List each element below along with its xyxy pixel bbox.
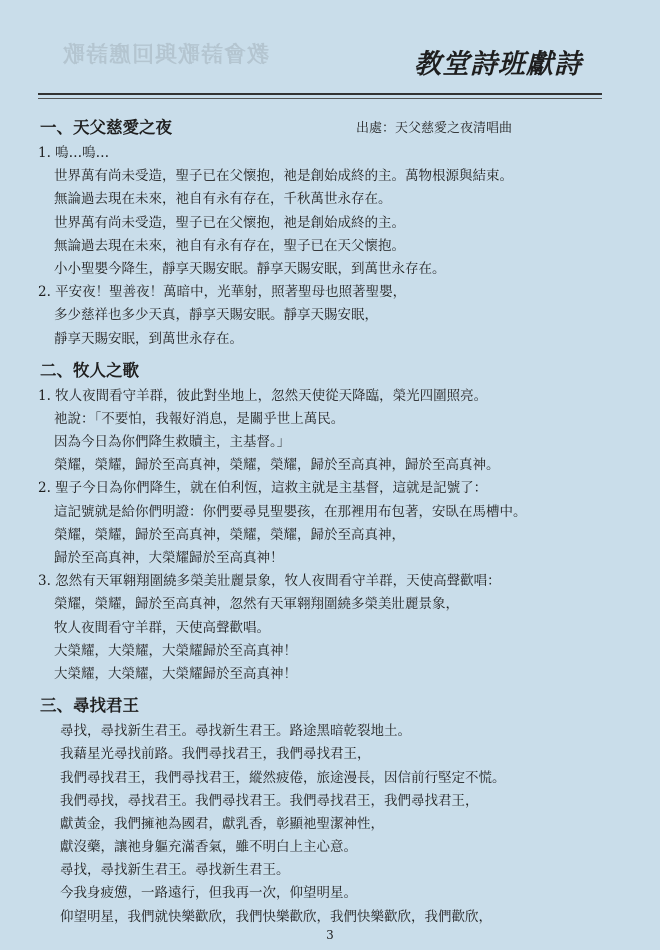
- lyric-line: 這記號就是給你們明證：你們要尋見聖嬰孩，在那裡用布包著，安臥在馬槽中。: [54, 503, 527, 520]
- lyric-line: 1. 嗚…嗚…: [38, 145, 110, 161]
- lyric-line: 今我身疲憊，一路遠行，但我再一次，仰望明星。: [60, 885, 357, 902]
- section-1: [0, 108, 660, 351]
- section-2: [0, 351, 660, 686]
- lyric-line: 榮耀，榮耀，歸於至高真神，忽然有天軍翱翔圍繞多榮美壯麗景象，: [54, 596, 459, 613]
- lyrics: [0, 720, 660, 929]
- lyric-line: 無論過去現在未來，祂自有永有存在，千秋萬世永存在。: [54, 191, 392, 208]
- lyric-line: 仰望明星，我們就快樂歡欣，我們快樂歡欣，我們快樂歡欣，我們歡欣，: [60, 908, 492, 925]
- page-number: 3: [326, 928, 334, 942]
- lyric-line: 我們尋找君王，我們尋找君王，縱然疲倦，旅途漫長，因信前行堅定不慌。: [60, 769, 506, 786]
- lyric-line: 歸於至高真神，大榮耀歸於至高真神！: [54, 550, 284, 566]
- lyric-line: 3. 忽然有天軍翱翔圍繞多榮美壯麗景象，牧人夜間看守羊群，天使高聲歡唱：: [38, 573, 501, 590]
- lyric-line: 1. 牧人夜間看守羊群，彼此對坐地上，忽然天使從天降臨，榮光四圍照亮。: [38, 387, 488, 404]
- lyric-line: 大榮耀，大榮耀，大榮耀歸於至高真神！: [54, 642, 297, 659]
- bleed-through-text: 教會詩歌與回應詩歌: [62, 42, 270, 68]
- lyric-line: 世界萬有尚未受造，聖子已在父懷抱，祂是創始成終的主。萬物根源與結束。: [54, 168, 513, 185]
- section-header: [0, 108, 660, 142]
- section-heading: 二、牧人之歌: [40, 360, 139, 380]
- title-rule-thin: [38, 98, 602, 99]
- lyric-line: 祂說：「不要怕，我報好消息，是關乎世上萬民。: [54, 410, 345, 427]
- lyrics: [0, 385, 660, 686]
- section-header: [0, 351, 660, 385]
- lyric-line: 因為今日為你們降生救贖主，主基督。」: [54, 434, 291, 451]
- section-heading: 三、尋找君王: [40, 696, 139, 716]
- section-heading: 一、天父慈愛之夜: [40, 118, 172, 137]
- lyric-line: 大榮耀，大榮耀，大榮耀歸於至高真神！: [54, 665, 297, 682]
- section-3: [0, 686, 660, 929]
- lyric-line: 榮耀，榮耀，歸於至高真神，榮耀，榮耀，歸於至高真神，: [54, 526, 405, 543]
- lyric-line: 牧人夜間看守羊群，天使高聲歡唱。: [54, 619, 270, 636]
- lyric-line: 獻黃金，我們擁祂為國君，獻乳香，彰顯祂聖潔神性，: [60, 815, 384, 832]
- page-title: 教堂詩班獻詩: [414, 49, 582, 80]
- lyric-line: 我們尋找，尋找君王。我們尋找君王。我們尋找君王，我們尋找君王，: [60, 792, 479, 809]
- section-header: [0, 686, 660, 720]
- lyric-line: 無論過去現在未來，祂自有永有存在，聖子已在天父懷抱。: [54, 237, 405, 254]
- lyric-line: 多少慈祥也多少天真，靜享天賜安眠。靜享天賜安眠，: [54, 307, 378, 324]
- lyric-line: 小小聖嬰今降生，靜享天賜安眠。靜享天賜安眠，到萬世永存在。: [54, 260, 446, 277]
- lyric-line: 榮耀，榮耀，歸於至高真神，榮耀，榮耀，歸於至高真神，歸於至高真神。: [54, 457, 500, 474]
- lyric-line: 2. 平安夜！聖善夜！萬暗中，光華射，照著聖母也照著聖嬰，: [38, 284, 407, 301]
- hymn-content: [0, 108, 660, 929]
- lyric-line: 世界萬有尚未受造，聖子已在父懷抱，祂是創始成終的主。: [54, 214, 405, 231]
- lyric-line: 尋找，尋找新生君王。尋找新生君王。: [60, 862, 290, 879]
- lyric-line: 我藉星光尋找前路。我們尋找君王，我們尋找君王，: [60, 746, 371, 763]
- lyrics: [0, 142, 660, 351]
- section-source: 出處：天父慈愛之夜清唱曲: [356, 121, 513, 136]
- title-rule-thick: [38, 93, 602, 95]
- lyric-line: 靜享天賜安眠，到萬世永存在。: [54, 330, 243, 347]
- lyric-line: 獻沒藥，讓祂身軀充滿香氣，雖不明白上主心意。: [60, 839, 357, 856]
- lyric-line: 尋找，尋找新生君王。尋找新生君王。路途黑暗乾裂地土。: [60, 723, 411, 740]
- lyric-line: 2. 聖子今日為你們降生，就在伯利恆，這救主就是主基督，這就是記號了：: [38, 480, 488, 497]
